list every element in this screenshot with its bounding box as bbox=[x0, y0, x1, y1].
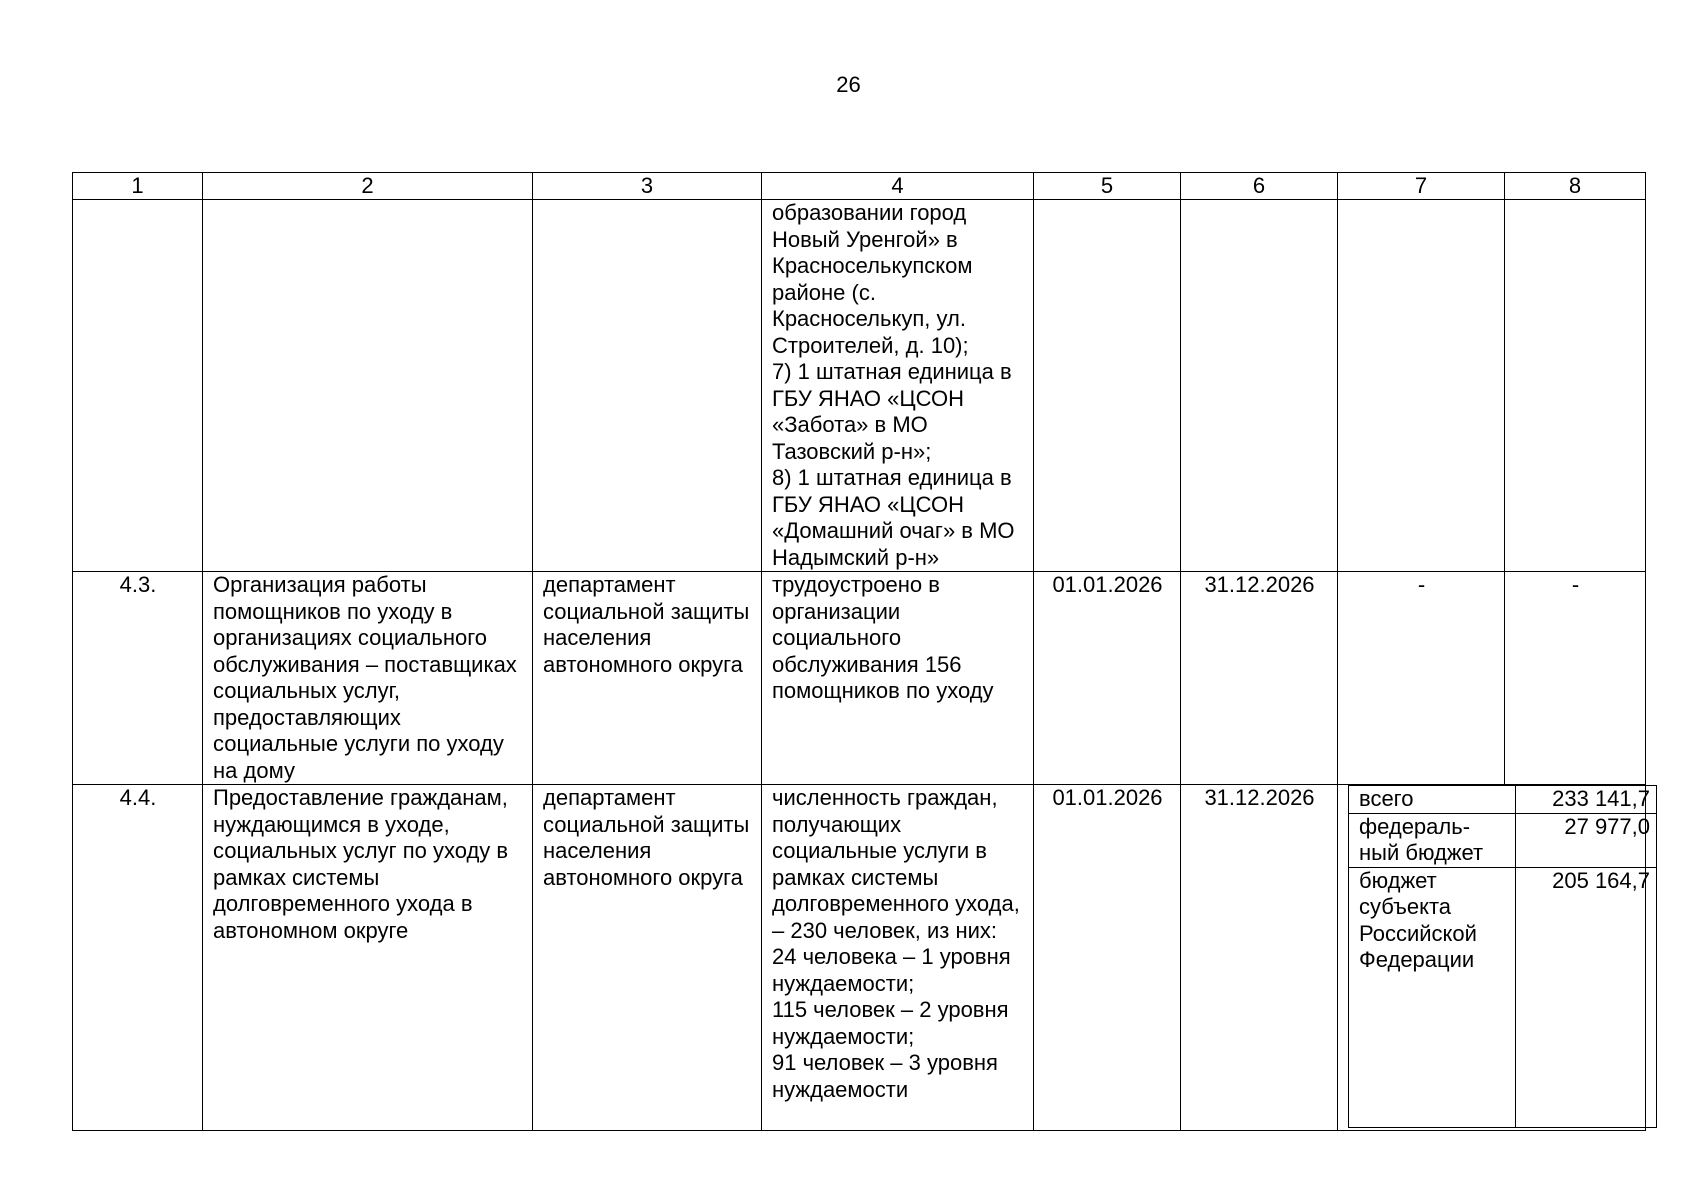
funding-cell bbox=[1338, 785, 1650, 1131]
column-number-row bbox=[73, 173, 1646, 200]
activities-table bbox=[72, 172, 1650, 1131]
funding-amount-cell bbox=[1505, 200, 1646, 572]
start-date-cell bbox=[1034, 200, 1181, 572]
table-row bbox=[73, 572, 1646, 785]
start-date-cell: 01.01.2026 bbox=[1034, 572, 1181, 785]
item-number-cell bbox=[73, 200, 203, 572]
page-number: 26 bbox=[836, 72, 861, 97]
column-number: 7 bbox=[1338, 173, 1505, 200]
executor-cell bbox=[533, 200, 762, 572]
funding-table bbox=[1348, 785, 1657, 1128]
column-number: 5 bbox=[1034, 173, 1181, 200]
activity-name-cell: Предоставление гражданам, нуждающимся в уходе, социальных услуг по уходу в рамках системы долговременного ухода в автономном округе bbox=[203, 785, 533, 1131]
column-number: 2 bbox=[203, 173, 533, 200]
funding-source-cell bbox=[1338, 200, 1505, 572]
activity-name-cell bbox=[203, 200, 533, 572]
funding-source: бюджет субъекта Российской Федерации bbox=[1349, 867, 1516, 1127]
column-number: 4 bbox=[762, 173, 1034, 200]
funding-source: федераль- ный бюджет bbox=[1349, 813, 1516, 867]
funding-source-cell: - bbox=[1338, 572, 1505, 785]
activity-name-cell: Организация работы помощников по уходу в организациях социального обслуживания – поставщиках социальных услуг, предоставляющих социальные услуги по уходу на дому bbox=[203, 572, 533, 785]
result-cell: образовании город Новый Уренгой» в Красноселькупском районе (с. Красноселькуп, ул. Строителей, д. 10); 7) 1 штатная единица в ГБУ ЯНАО «ЦСОН «Забота» в МО Тазовский р-н»; 8) 1 штатная единица в ГБУ ЯНАО «ЦСОН «Домашний очаг» в МО Надымский р-н» bbox=[762, 200, 1034, 572]
result-cell: численность граждан, получающих социальные услуги в рамках системы долговременного ухода, – 230 человек, из них: 24 человека – 1 уровня нуждаемости; 115 человек – 2 уровня нуждаемости; 91 человек – 3 уровня нуждаемости bbox=[762, 785, 1034, 1131]
funding-row bbox=[1349, 867, 1657, 1127]
funding-amount-cell: - bbox=[1505, 572, 1646, 785]
table-row bbox=[73, 785, 1646, 1131]
item-number-cell: 4.4. bbox=[73, 785, 203, 1131]
column-number: 8 bbox=[1505, 173, 1646, 200]
end-date-cell: 31.12.2026 bbox=[1181, 785, 1338, 1131]
funding-amount: 27 977,0 bbox=[1516, 813, 1657, 867]
start-date-cell: 01.01.2026 bbox=[1034, 785, 1181, 1131]
end-date-cell bbox=[1181, 200, 1338, 572]
funding-amount: 233 141,7 bbox=[1516, 786, 1657, 814]
column-number: 3 bbox=[533, 173, 762, 200]
end-date-cell: 31.12.2026 bbox=[1181, 572, 1338, 785]
column-number: 6 bbox=[1181, 173, 1338, 200]
executor-cell: департамент социальной защиты населения автономного округа bbox=[533, 785, 762, 1131]
funding-amount: 205 164,7 bbox=[1516, 867, 1657, 1127]
table-row bbox=[73, 200, 1646, 572]
funding-row bbox=[1349, 813, 1657, 867]
column-number: 1 bbox=[73, 173, 203, 200]
result-cell: трудоустроено в организации социального обслуживания 156 помощников по уходу bbox=[762, 572, 1034, 785]
item-number-cell: 4.3. bbox=[73, 572, 203, 785]
funding-source: всего bbox=[1349, 786, 1516, 814]
funding-row bbox=[1349, 786, 1657, 814]
executor-cell: департамент социальной защиты населения автономного округа bbox=[533, 572, 762, 785]
